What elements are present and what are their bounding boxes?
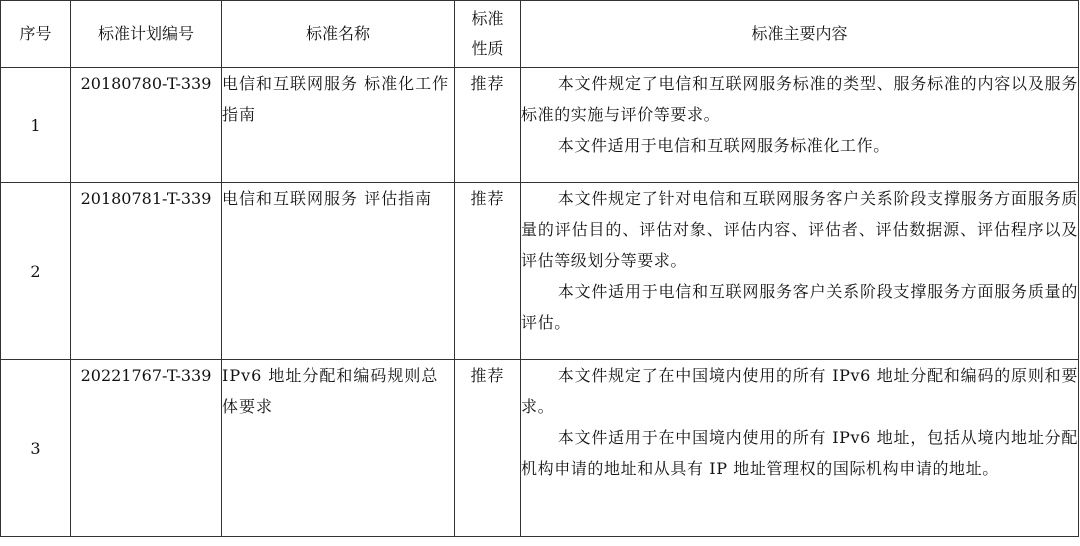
header-plan-no: 标准计划编号 [71,1,222,68]
cell-seq: 2 [1,183,71,360]
cell-plan-no: 20221767-T-339 [71,360,222,537]
cell-seq: 3 [1,360,71,537]
cell-content [521,68,1079,183]
content-paragraph: 本文件适用于在中国境内使用的所有 IPv6 地址，包括从境内地址分配机构申请的地址和从具有 IP 地址管理权的国际机构申请的地址。 [521,428,1078,478]
content-paragraph: 本文件适用于电信和互联网服务标准化工作。 [557,136,890,155]
header-seq: 序号 [1,1,71,68]
cell-name: 电信和互联网服务 标准化工作指南 [222,68,455,183]
header-type [455,1,521,68]
cell-type: 推荐 [455,360,521,537]
cell-content [521,183,1079,360]
content-paragraph: 本文件规定了针对电信和互联网服务客户关系阶段支撑服务方面服务质量的评估目的、评估对象、评估内容、评估者、评估数据源、评估程序以及评估等级划分等要求。 [521,189,1078,270]
header-name: 标准名称 [222,1,455,68]
cell-type: 推荐 [455,183,521,360]
cell-type: 推荐 [455,68,521,183]
cell-seq: 1 [1,68,71,183]
header-row [1,1,1079,68]
cell-plan-no: 20180781-T-339 [71,183,222,360]
content-paragraph: 本文件规定了电信和互联网服务标准的类型、服务标准的内容以及服务标准的实施与评价等要求。 [521,74,1078,124]
header-content: 标准主要内容 [521,1,1079,68]
table-body [1,68,1079,537]
header-type-line1: 标准 [471,9,504,28]
content-paragraph: 本文件适用于电信和互联网服务客户关系阶段支撑服务方面服务质量的评估。 [521,282,1078,332]
table-header [1,1,1079,68]
cell-name: IPv6 地址分配和编码规则总体要求 [222,360,455,537]
table-row [1,360,1079,537]
table-row [1,183,1079,360]
cell-name: 电信和互联网服务 评估指南 [222,183,455,360]
cell-plan-no: 20180780-T-339 [71,68,222,183]
header-type-line2: 性质 [471,39,504,58]
content-paragraph: 本文件规定了在中国境内使用的所有 IPv6 地址分配和编码的原则和要求。 [521,366,1078,416]
cell-content [521,360,1079,537]
table-row [1,68,1079,183]
